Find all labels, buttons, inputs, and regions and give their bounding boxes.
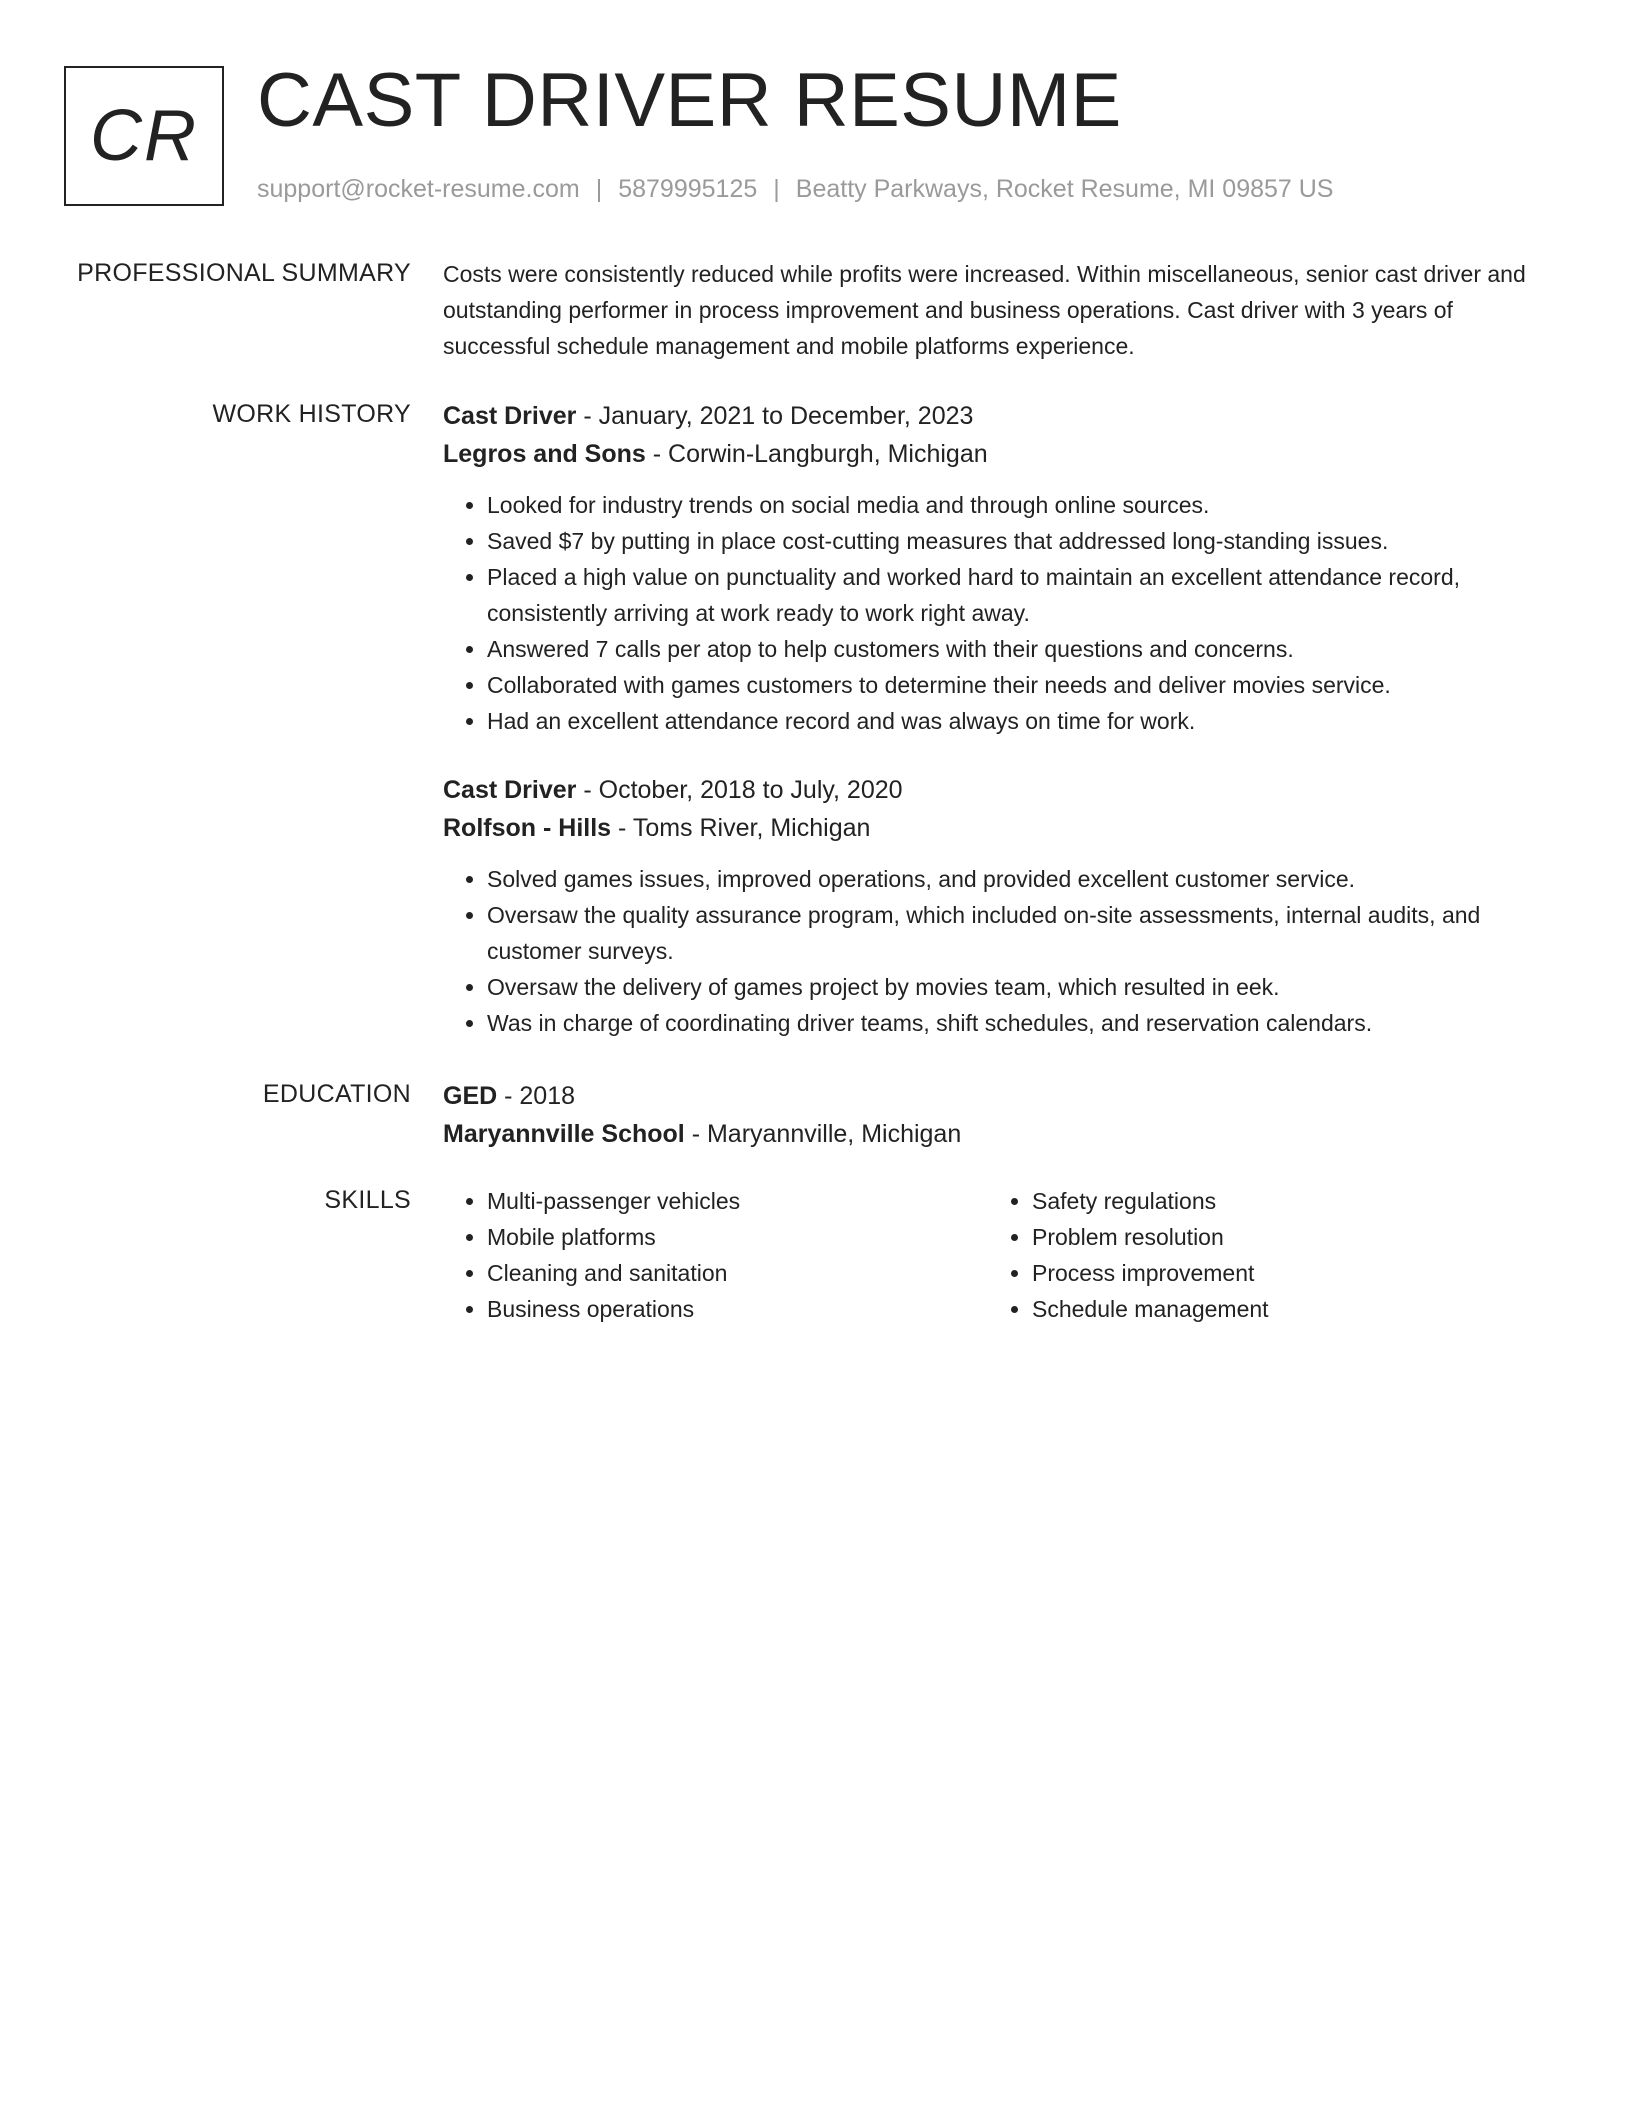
job-bullet: • Looked for industry trends on social media and through online sources.	[487, 487, 1558, 523]
job-bullet: • Oversaw the delivery of games project by movies team, which resulted in eek.	[487, 969, 1558, 1005]
education-location: - Maryannville, Michigan	[684, 1120, 962, 1148]
education-degree-line	[443, 1077, 1558, 1115]
job-bullet-list	[443, 861, 1558, 1041]
job-company: Rolfson - Hills	[443, 814, 612, 842]
skills-body	[443, 1183, 1558, 1327]
skills-column	[988, 1183, 1533, 1327]
job-bullet: • Had an excellent attendance record and was always on time for work.	[487, 703, 1558, 739]
job-bullet: • Collaborated with games customers to determine their needs and deliver movies service.	[487, 667, 1558, 703]
job-company-line	[443, 809, 1558, 847]
job-bullet: • Answered 7 calls per atop to help customers with their questions and concerns.	[487, 631, 1558, 667]
job-title-line	[443, 397, 1558, 435]
education-label: EDUCATION	[262, 1080, 411, 1108]
skills-label: SKILLS	[324, 1186, 411, 1214]
job-title: Cast Driver	[443, 402, 577, 430]
monogram-initials: CR	[90, 96, 198, 176]
skill-item: • Cleaning and sanitation	[487, 1255, 988, 1291]
job-bullet: • Saved $7 by putting in place cost-cutting measures that addressed long-standing issues.	[487, 523, 1558, 559]
contact-separator: |	[595, 175, 603, 203]
job-title: Cast Driver	[443, 776, 577, 804]
resume-title: CAST DRIVER RESUME	[257, 58, 1122, 143]
job-dates: - January, 2021 to December, 2023	[576, 402, 974, 430]
job-entry	[443, 397, 1558, 739]
education-school: Maryannville School	[443, 1120, 685, 1148]
job-bullet: • Placed a high value on punctuality and worked hard to maintain an excellent attendance record, consistently arriving at work ready to work right away.	[487, 559, 1558, 631]
job-company: Legros and Sons	[443, 440, 646, 468]
skills-grid	[443, 1183, 1558, 1327]
job-location: - Corwin-Langburgh, Michigan	[645, 440, 988, 468]
skill-item: • Schedule management	[1032, 1291, 1533, 1327]
work-history-label: WORK HISTORY	[212, 400, 411, 428]
job-title-line	[443, 771, 1558, 809]
education-body	[443, 1077, 1558, 1153]
job-bullet: • Oversaw the quality assurance program, which included on-site assessments, internal audits, and customer surveys.	[487, 897, 1558, 969]
skill-item: • Problem resolution	[1032, 1219, 1533, 1255]
skill-item: • Mobile platforms	[487, 1219, 988, 1255]
skill-item: • Process improvement	[1032, 1255, 1533, 1291]
skill-item: • Safety regulations	[1032, 1183, 1533, 1219]
contact-phone: 5879995125	[618, 175, 758, 203]
contact-email: support@rocket-resume.com	[257, 175, 580, 203]
work-history-body	[443, 397, 1558, 1041]
contact-address: Beatty Parkways, Rocket Resume, MI 09857 US	[795, 175, 1334, 203]
contact-line	[257, 172, 1334, 206]
summary-text: Costs were consistently reduced while profits were increased. Within miscellaneous, senior cast driver and outstanding performer in process improvement and business operations. Cast driver with 3 years of successful schedule management and mobile platforms experience.	[443, 261, 1526, 359]
summary-body	[443, 256, 1558, 364]
job-dates: - October, 2018 to July, 2020	[576, 776, 903, 804]
skills-list	[988, 1183, 1533, 1327]
job-bullet: • Was in charge of coordinating driver teams, shift schedules, and reservation calendars.	[487, 1005, 1558, 1041]
summary-label: PROFESSIONAL SUMMARY	[77, 259, 411, 287]
skills-column	[443, 1183, 988, 1327]
education-year: - 2018	[497, 1082, 576, 1110]
job-company-line	[443, 435, 1558, 473]
monogram-box	[64, 66, 224, 206]
skill-item: • Multi-passenger vehicles	[487, 1183, 988, 1219]
job-location: - Toms River, Michigan	[611, 814, 871, 842]
contact-separator: |	[773, 175, 780, 203]
job-bullet: • Solved games issues, improved operations, and provided excellent customer service.	[487, 861, 1558, 897]
education-school-line	[443, 1115, 1558, 1153]
education-degree: GED	[443, 1082, 498, 1110]
job-entry	[443, 771, 1558, 1041]
job-bullet-list	[443, 487, 1558, 739]
skills-list	[443, 1183, 988, 1327]
skill-item: • Business operations	[487, 1291, 988, 1327]
